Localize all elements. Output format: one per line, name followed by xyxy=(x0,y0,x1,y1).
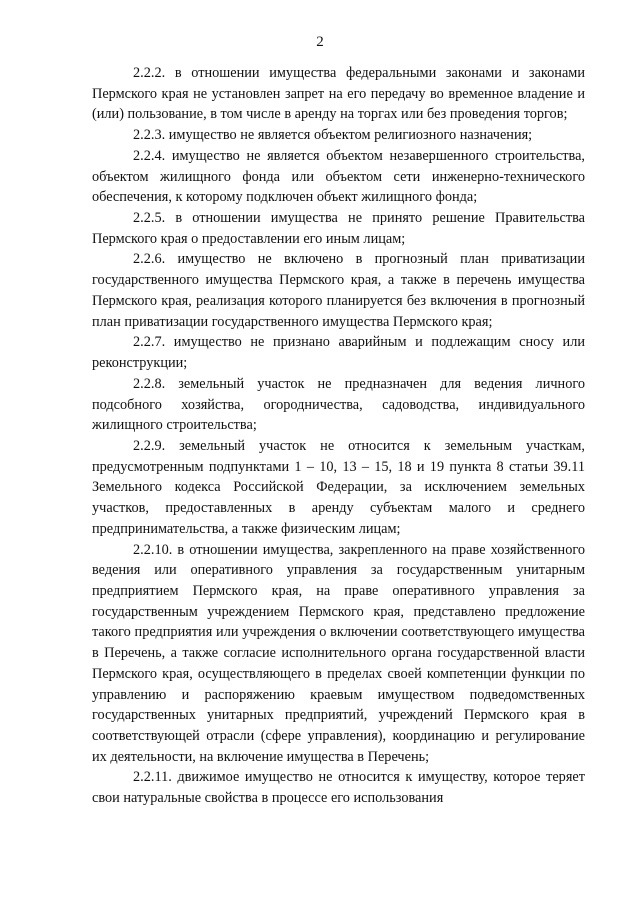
paragraph-2-2-7: 2.2.7. имущество не признано аварийным и подлежащим сносу или реконструкции; xyxy=(92,334,585,372)
paragraph-2-2-8: 2.2.8. земельный участок не предназначен для ведения личного подсобного хозяйства, огородничества, садоводства, индивидуального жилищного строительства; xyxy=(92,375,585,434)
paragraph-2-2-11: 2.2.11. движимое имущество не относится к имуществу, которое теряет свои натуральные свойства в процессе его использования xyxy=(92,769,585,807)
paragraph-2-2-9: 2.2.9. земельный участок не относится к земельным участкам, предусмотренным подпунктами 1 – 10, 13 – 15, 18 и 19 пункта 8 статьи 39.11 Земельного кодекса Российской Федерации, за исключением земельных участков, предоставленных в аренду субъектам малого и среднего предпринимательства, а также физическим лицам; xyxy=(92,437,585,537)
paragraph-2-2-10: 2.2.10. в отношении имущества, закрепленного на праве хозяйственного ведения или оперативного управления за государственным унитарным предприятием Пермского края, на праве оперативного управления за государственным учреждением Пермского края, представлено предложение такого предприятия или учреждения о включении соответствующего имущества в Перечень, а также согласие исполнительного органа государственной власти Пермского края, осуществляющего в пределах своей компетенции функции по управлению и распоряжению краевым имуществом подведомственных государственных унитарных предприятий, учреждений Пермского края в соответствующей отрасли (сфере управления), координацию и регулирование их деятельности, на включение имущества в Перечень; xyxy=(92,541,585,765)
paragraph-2-2-2: 2.2.2. в отношении имущества федеральными законами и законами Пермского края не установлен запрет на его передачу во временное владение и (или) пользование, в том числе в аренду на торгах или без проведения торгов; xyxy=(92,65,585,123)
page-number: 2 xyxy=(316,34,324,50)
document-body xyxy=(92,63,585,809)
paragraph-2-2-5: 2.2.5. в отношении имущества не принято решение Правительства Пермского края о предоставлении его иным лицам; xyxy=(92,210,585,247)
paragraph-2-2-4: 2.2.4. имущество не является объектом незавершенного строительства, объектом жилищного фонда или объектом сети инженерно-технического обеспечения, к которому подключен объект жилищного фонда; xyxy=(92,147,585,206)
paragraph-2-2-3: 2.2.3. имущество не является объектом религиозного назначения; xyxy=(133,127,533,144)
paragraph-2-2-6: 2.2.6. имущество не включено в прогнозный план приватизации государственного имущества Пермского края, а также в перечень имущества Пермского края, реализация которого планируется без включения в прогнозный план приватизации государственного имущества Пермского края; xyxy=(92,251,585,330)
